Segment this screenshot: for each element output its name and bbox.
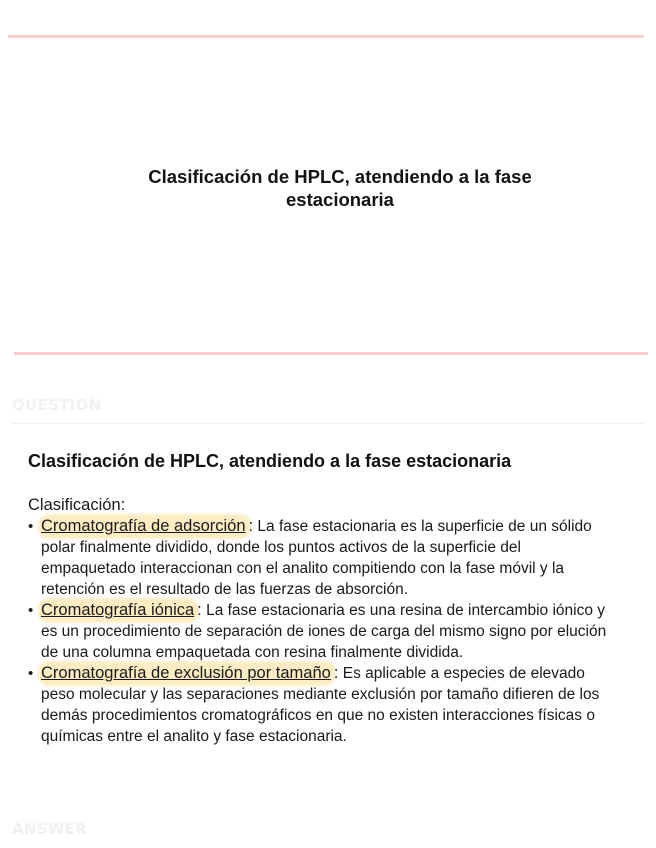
card-front-title: Clasificación de HPLC, atendiendo a la fase estacionaria xyxy=(148,166,532,210)
list-item xyxy=(28,600,618,663)
list-item xyxy=(28,516,618,600)
answer-label: ANSWER xyxy=(12,820,88,838)
intro-text: Clasificación: xyxy=(28,496,126,514)
list-item xyxy=(28,663,618,747)
answer-heading: Clasificación de HPLC, atendiendo a la fase estacionaria xyxy=(28,451,512,471)
top-divider xyxy=(8,35,644,38)
term-separator: : xyxy=(248,517,254,535)
question-label: QUESTION xyxy=(12,396,102,414)
item-description: Es aplicable a especies de elevado peso molecular y las separaciones mediante exclusión por tamaño difieren de los demás procedimientos cromatográficos en que no existen interacciones físicas o químicas entre el analito y fase estacionaria. xyxy=(41,665,600,745)
item-description: La fase estacionaria es la superficie de un sólido polar finalmente dividido, donde los puntos activos de la superficie del empaquetado interaccionan con el analito compitiendo con la fase móvil y la retención es el resultado de las fuerzas de absorción. xyxy=(41,518,592,598)
bullet-icon: • xyxy=(28,518,34,535)
question-divider xyxy=(12,423,644,424)
classification-list xyxy=(28,516,618,747)
front-bottom-divider xyxy=(14,352,648,355)
item-description: La fase estacionaria es una resina de intercambio iónico y es un procedimiento de separación de iones de carga del mismo signo por elución de una columna empaquetada con resina finalmente dividida. xyxy=(41,602,607,661)
bullet-icon: • xyxy=(28,602,34,619)
answer-content xyxy=(28,495,618,747)
term-separator: : xyxy=(197,601,202,619)
term-highlight: Cromatografía de exclusión por tamaño xyxy=(40,663,334,684)
term-separator: : xyxy=(333,664,339,682)
term-highlight: Cromatografía iónica xyxy=(40,600,197,621)
bullet-icon: • xyxy=(28,665,34,682)
term-highlight: Cromatografía de adsorción xyxy=(40,516,249,537)
